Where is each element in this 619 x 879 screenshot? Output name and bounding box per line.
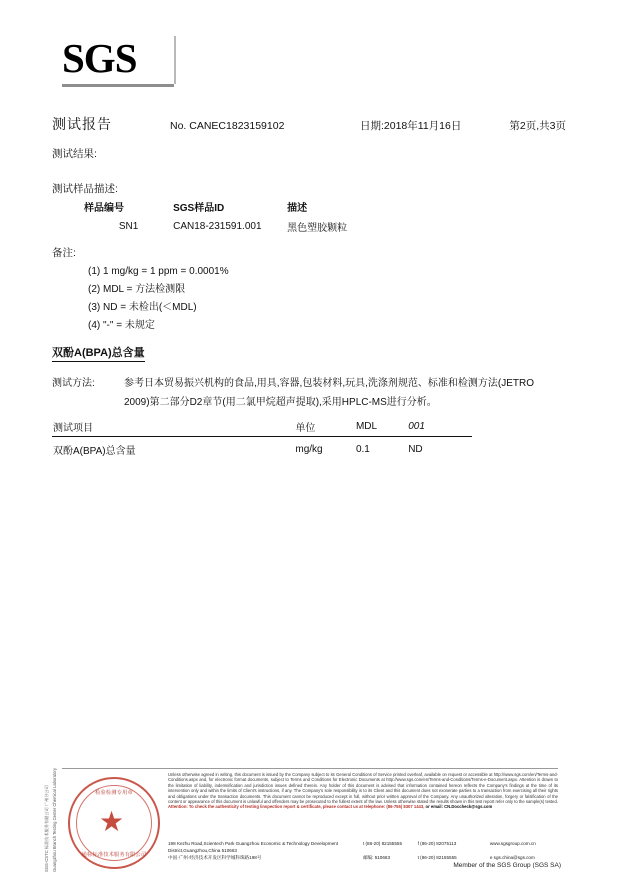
footer-address-block [168,840,558,861]
column-header-sample-no: 样品编号 [84,203,124,214]
column-header-sgs-id: SGS样品ID [173,203,225,214]
column-header-test-item: 测试项目 [52,418,294,437]
cell-description: 黑色塑胶颗粒 [287,223,348,234]
report-number: No. CANEC1823159102 [170,120,285,132]
column-header-unit: 单位 [294,418,355,437]
address-en-web: www.sgsgroup.com.cn [489,841,536,846]
sgs-logo-text: SGS [62,35,137,81]
page-title: 测试报告 [52,116,112,132]
footer-member-note: Member of the SGS Group (SGS SA) [453,862,561,869]
address-cn-zip: 邮编: 510663 [362,855,391,860]
address-en-fax: f (86-20) 82075113 [417,841,457,846]
test-method-label: 测试方法: [52,378,95,389]
sample-description-label: 测试样品描述: [52,183,118,195]
sample-table [84,199,484,234]
stamp-side-label-2: Guangzhou Branch Testing Center Chemical Laboratory [52,768,57,872]
page-indicator: 第2页,共3页 [509,120,566,132]
list-item: (3) ND = 未检出(＜MDL) [88,302,197,313]
cell-unit: mg/kg [295,444,323,455]
address-en-tel: t (86-20) 82155555 [362,841,403,846]
table-row [52,437,472,459]
report-header-row [52,114,566,134]
address-cn: 中国·广州·经济技术开发区科学城科珠路198号 [168,855,262,860]
list-item: (1) 1 mg/kg = 1 ppm = 0.0001% [88,266,229,277]
address-cn-mail: e sgs.china@sgs.com [489,855,535,860]
stamp-top-text: 检验检测专用章 [95,790,133,796]
cell-result: ND [408,444,423,455]
address-en: 198 Kezhu Road,Scientech Park Guangzhou Economic & Technology Development District,Guangzhou,China 510663 [168,841,338,853]
company-stamp [62,775,166,879]
cell-sgs-id: CAN18-231591.001 [173,221,262,232]
address-cn-tel: t (86-20) 82155555 [417,855,457,860]
logo-underline [62,84,174,87]
report-date: 日期:2018年11月16日 [360,120,462,132]
cell-test-item: 双酚A(BPA)总含量 [53,446,136,457]
footer-divider [62,768,558,769]
test-result-label: 测试结果: [52,148,97,160]
sgs-logo [62,36,182,80]
column-header-description: 描述 [287,203,308,214]
footer-legal-text [168,772,558,810]
table-header-row [84,199,484,219]
cell-sample-no: SN1 [118,221,139,232]
results-table [52,418,472,458]
cell-mdl: 0.1 [355,444,370,455]
column-header-mdl: MDL [355,418,407,437]
list-item: (4) "-" = 未规定 [88,320,155,331]
stamp-side-label-1: SGS-CSTC 标准技术服务有限公司 广州分公司 [44,785,49,872]
table-header-row [52,418,472,437]
stamp-bottom-text: 通标标准技术服务有限公司 [81,852,147,858]
legal-paragraph: Unless otherwise agreed in writing, this document is issued by the Company subject to its General Conditions of Service printed overleaf, available on request or accessible at http://www.sgs.com/en/Terms-and-Conditions.aspx and, for electronic format documents, subject to Terms and Conditions for Electronic Documents at http://www.sgs.com/en/Terms-and-Conditions/Terms-e-Document.aspx. Attention is drawn to the limitation of liability, indemnification and jurisdiction issues defined therein. Any holder of this document is advised that information contained hereon reflects the Company's findings at the time of its intervention only and within the limits of Client's instructions, if any. The Company's sole responsibility is to its Client and this document does not exonerate parties to a transaction from exercising all their rights and obligations under the transaction documents. This document cannot be reproduced except in full, without prior written approval of the Company. Any unauthorized alteration, forgery or falsification of the content or appearance of this document is unlawful and offenders may be prosecuted to the fullest extent of the law. Unless otherwise stated the results shown in this test report refer only to the sample(s) tested. [168,772,558,805]
legal-attention-email: or email: CN.Doccheck@sgs.com [425,804,493,810]
section-heading-bpa: 双酚A(BPA)总含量 [52,344,145,362]
column-header-sample-001: 001 [407,418,472,437]
footer-address-row-cn [168,854,558,861]
logo-divider [174,36,176,84]
legal-attention: Attention: To check the authenticity of testing /inspection report & certificate, please contact us at telephone: (86-755) 8307 1443, [168,804,425,810]
footer-address-row-en [168,840,558,854]
remarks-list [88,263,528,335]
remarks-label: 备注: [52,247,76,259]
list-item: (2) MDL = 方法检测限 [88,284,186,295]
table-row [84,219,484,234]
test-method-text: 参考日本贸易振兴机构的食品,用具,容器,包装材料,玩具,洗涤剂规范、标准和检测方法(JETRO 2009)第二部分D2章节(用二氯甲烷超声提取),采用HPLC-MS进行分析。 [124,378,534,408]
star-icon: ★ [99,806,125,837]
